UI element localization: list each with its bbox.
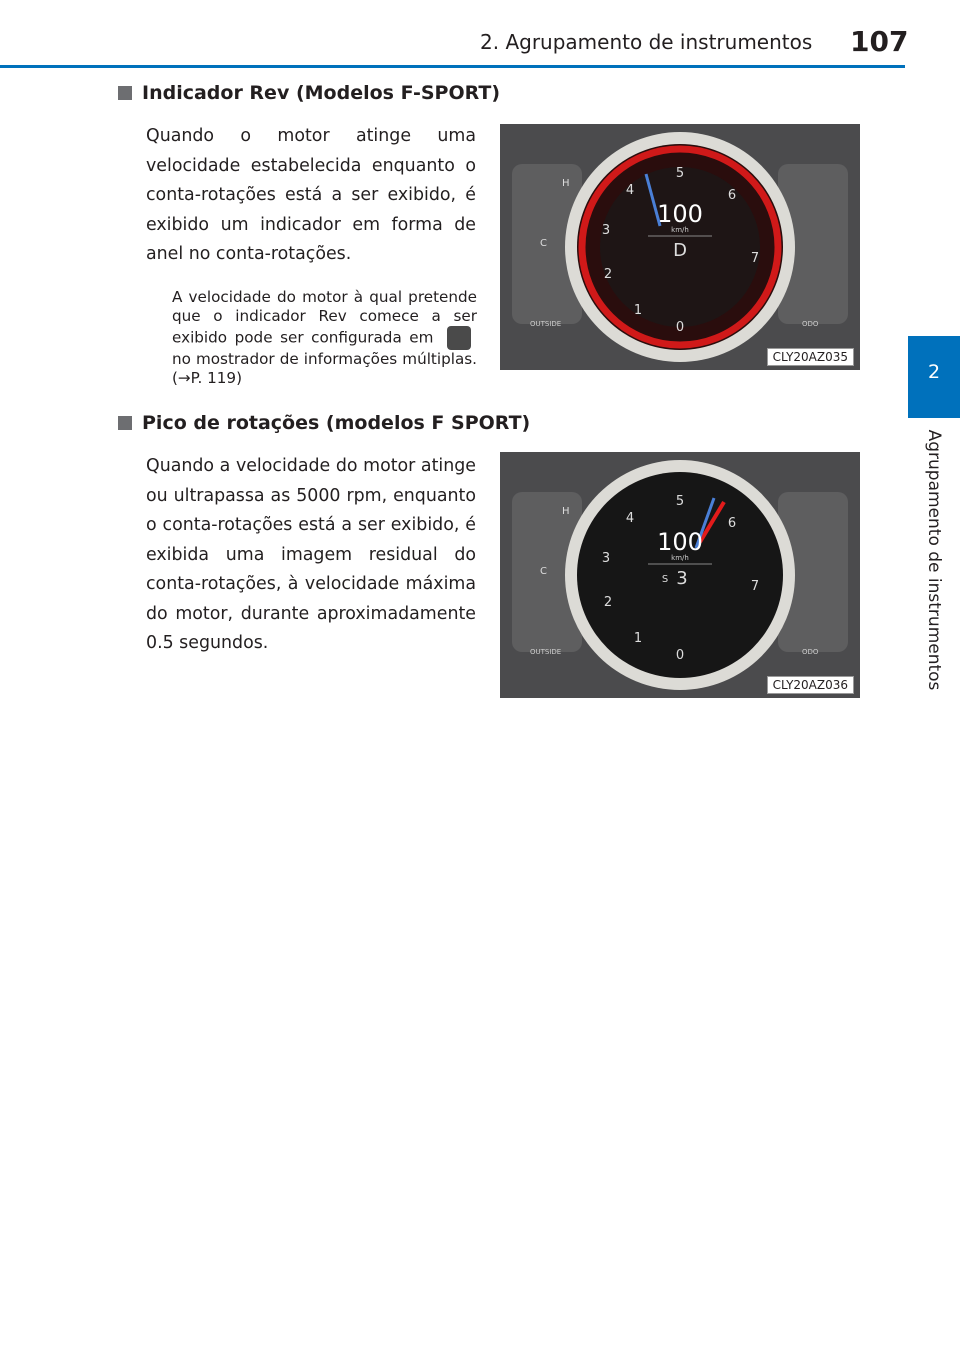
note-text-after: no mostrador de informações múltiplas. (→P. 119) xyxy=(172,350,477,387)
tick-3: 3 xyxy=(601,551,611,566)
tick-5: 5 xyxy=(675,494,685,509)
tick-2: 2 xyxy=(603,267,613,282)
tick-6: 6 xyxy=(727,516,737,531)
square-bullet-icon xyxy=(118,86,132,100)
tick-3: 3 xyxy=(601,223,611,238)
page-number: 107 xyxy=(850,25,909,58)
tachometer-illustration xyxy=(500,452,860,698)
tachometer-illustration xyxy=(500,124,860,370)
tick-6: 6 xyxy=(727,188,737,203)
gear-indicator: D xyxy=(673,240,687,261)
tick-0: 0 xyxy=(675,648,685,663)
section1-note xyxy=(172,288,477,388)
temp-hot-label: H xyxy=(562,178,570,189)
figure-code: CLY20AZ036 xyxy=(767,676,854,694)
tick-5: 5 xyxy=(675,166,685,181)
gear-mode-prefix: S xyxy=(661,574,669,585)
temp-hot-label: H xyxy=(562,506,570,517)
square-bullet-icon xyxy=(118,416,132,430)
side-tab-number: 2 xyxy=(908,336,960,418)
speed-value: 100 xyxy=(657,200,703,228)
side-tab-label: Agrupamento de instrumentos xyxy=(924,429,944,691)
odo-label: ODO xyxy=(802,320,819,328)
header-title: 2. Agrupamento de instrumentos xyxy=(480,30,813,54)
section1-heading-text: Indicador Rev (Modelos F-SPORT) xyxy=(142,82,501,104)
peak-rpm-figure xyxy=(500,452,860,698)
section1-body: Quando o motor atinge uma velocidade estabelecida enquanto o conta-rotações está a ser exibido, é exibido um indicador em forma de anel no conta-rotações. xyxy=(146,126,476,264)
outside-label: OUTSIDE xyxy=(530,648,562,656)
tick-0: 0 xyxy=(675,320,685,335)
tick-1: 1 xyxy=(633,631,643,646)
section2-body: Quando a velocidade do motor atinge ou ultrapassa as 5000 rpm, enquanto o conta-rotações está a ser exibido, é exibida uma imagem residual do conta-rotações, à velocidade máxima do motor, durante aproximadamente 0.5 segundos. xyxy=(146,456,476,653)
section2-heading-text: Pico de rotações (modelos F SPORT) xyxy=(142,412,531,434)
speed-unit: km/h xyxy=(671,226,689,234)
tick-4: 4 xyxy=(625,511,635,526)
outside-label: OUTSIDE xyxy=(530,320,562,328)
speed-unit: km/h xyxy=(671,554,689,562)
speed-value: 100 xyxy=(657,528,703,556)
tick-2: 2 xyxy=(603,595,613,610)
temp-cold-label: C xyxy=(540,238,547,249)
temp-cold-label: C xyxy=(540,566,547,577)
note-text-before: A velocidade do motor à qual pretende que o indicador Rev comece a ser exibido pode ser configurada em xyxy=(172,288,477,347)
odo-label: ODO xyxy=(802,648,819,656)
rev-indicator-figure xyxy=(500,124,860,370)
tick-4: 4 xyxy=(625,183,635,198)
figure-code: CLY20AZ035 xyxy=(767,348,854,366)
tick-7: 7 xyxy=(750,251,760,266)
settings-gear-icon xyxy=(447,326,471,350)
gear-indicator: 3 xyxy=(676,568,688,589)
header-rule xyxy=(0,65,905,68)
section2-heading xyxy=(118,412,530,434)
tick-7: 7 xyxy=(750,579,760,594)
tick-1: 1 xyxy=(633,303,643,318)
section1-heading xyxy=(118,82,500,104)
